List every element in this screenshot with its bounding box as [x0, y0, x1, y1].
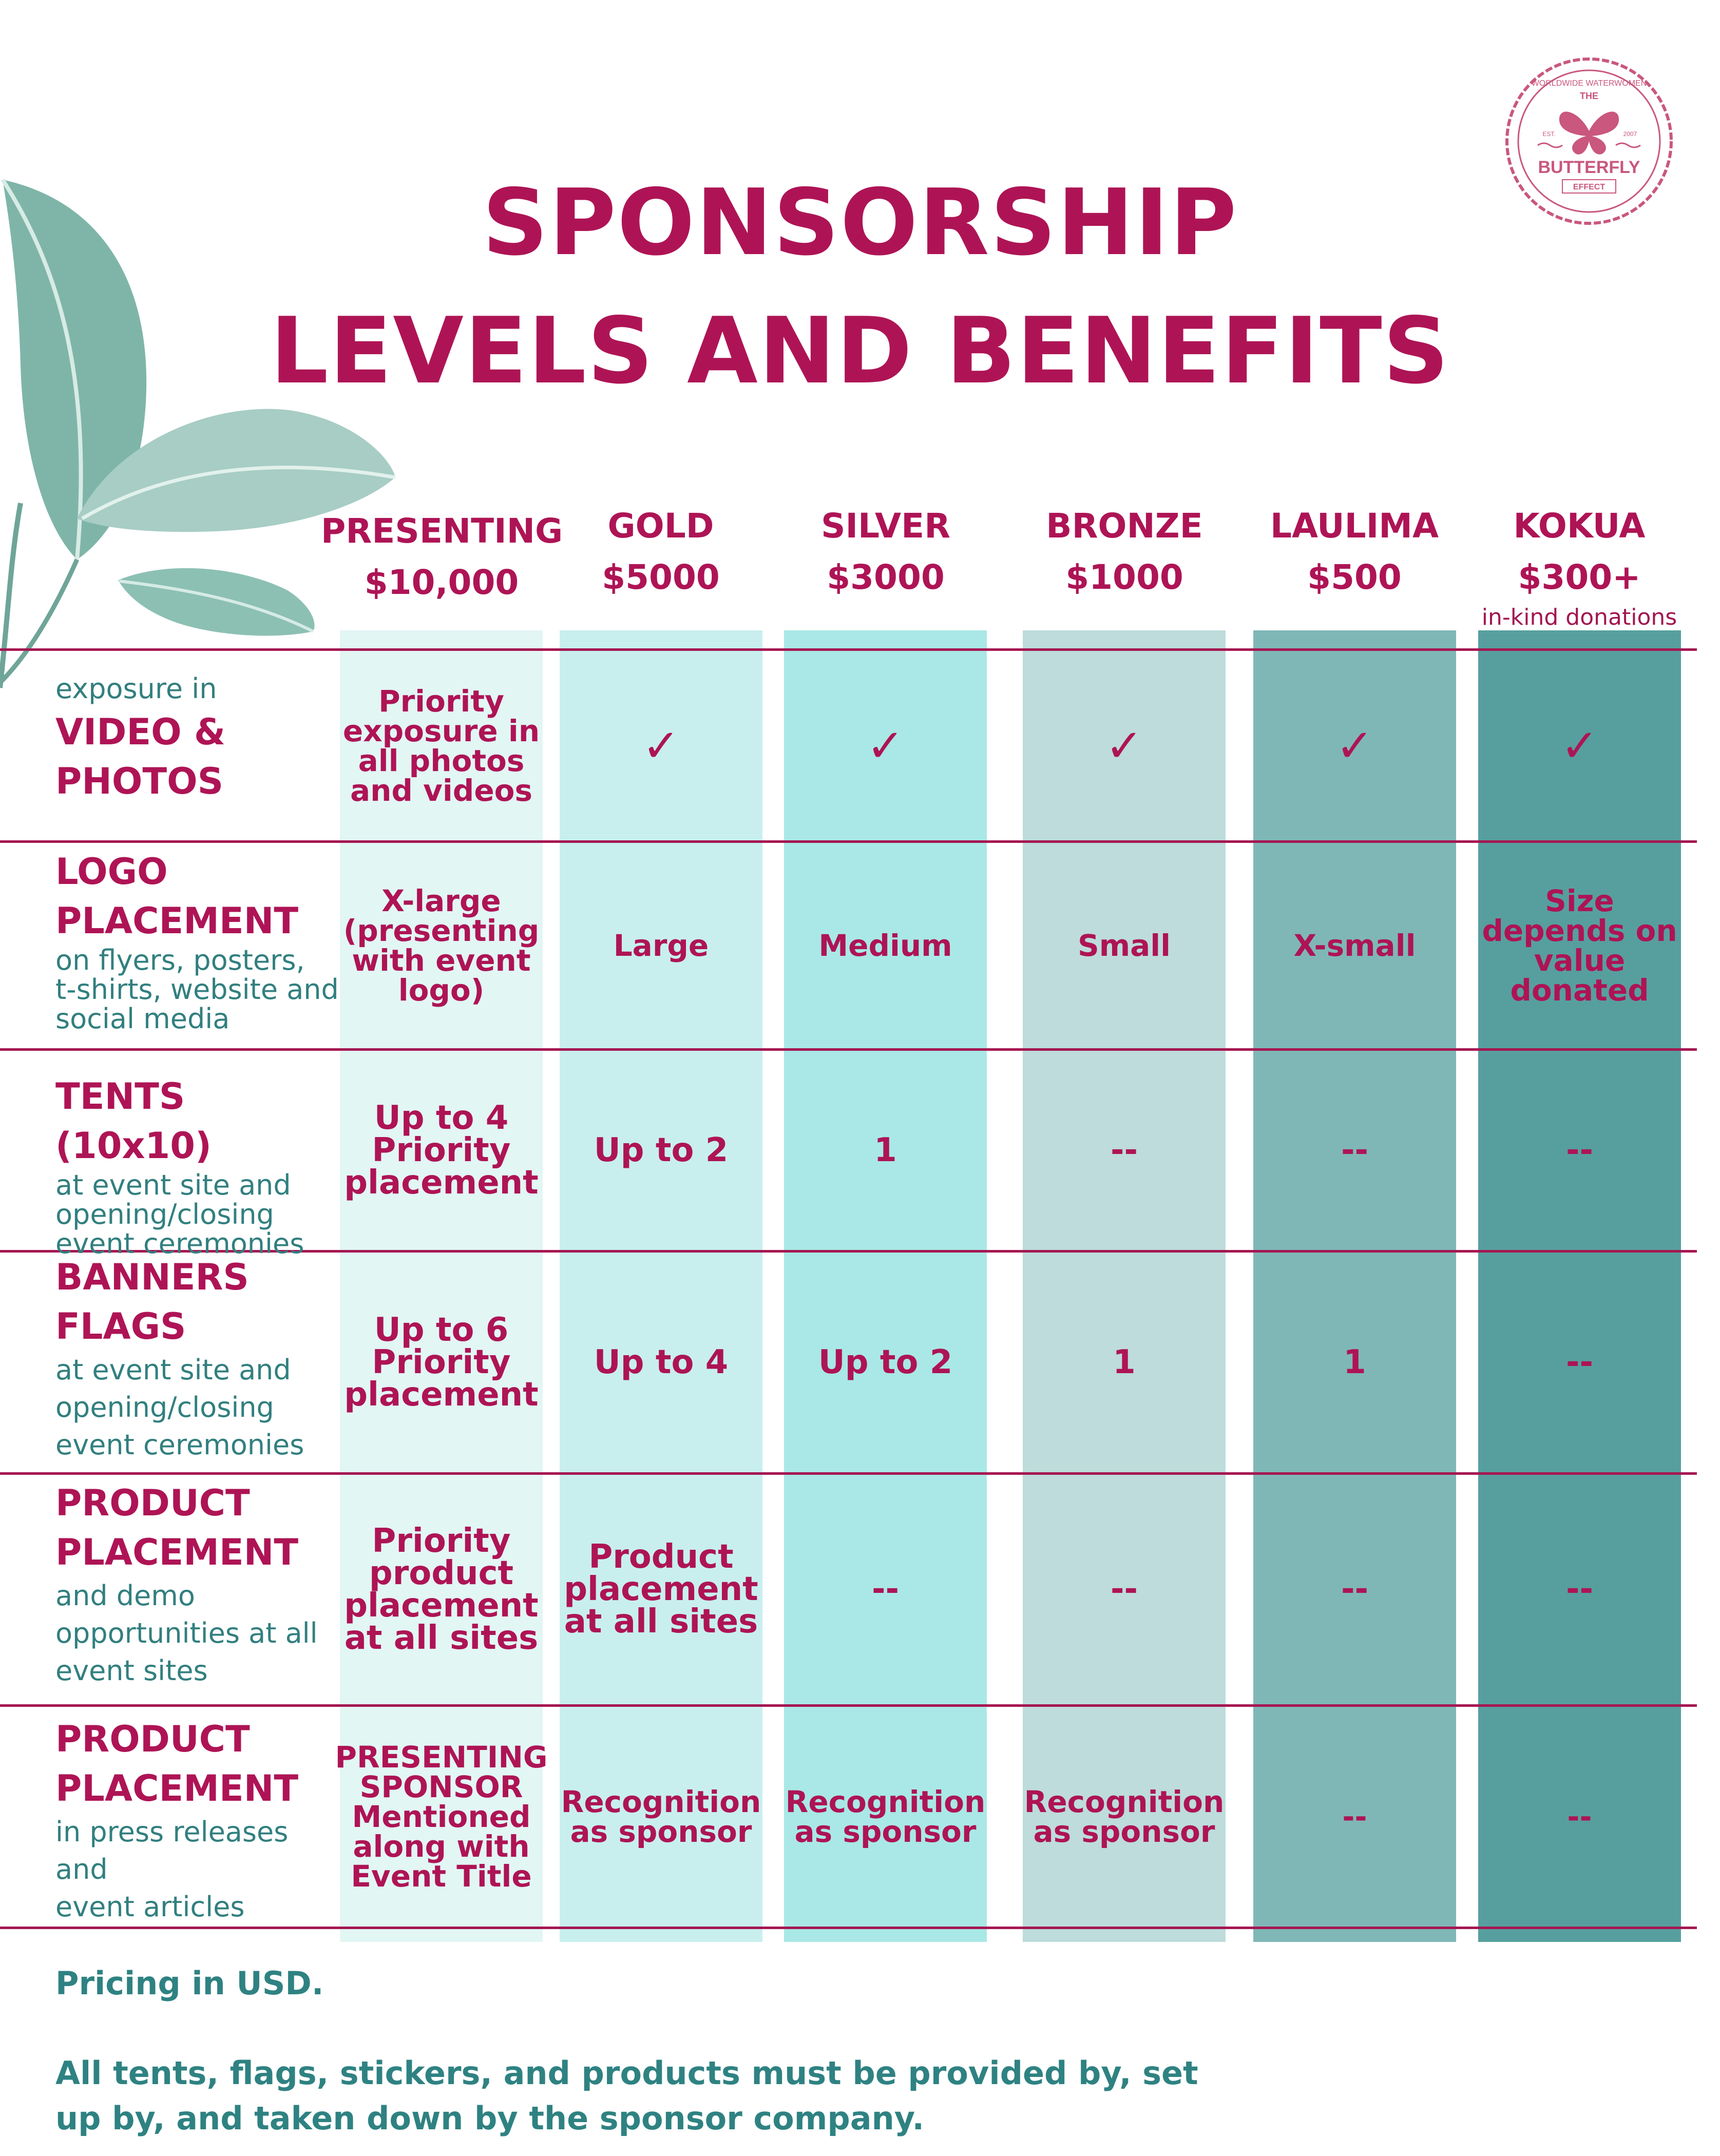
row-label-tents	[55, 1072, 343, 1258]
cell-product-sites-presenting: Priority product placement at all sites	[344, 1522, 539, 1657]
tier-price: $3000	[827, 557, 945, 597]
row-label-title: PLACEMENT	[55, 1767, 299, 1810]
row-label-desc: event ceremonies	[55, 1227, 304, 1260]
row-label-desc: opening/closing	[55, 1198, 274, 1230]
svg-text:THE: THE	[1580, 91, 1598, 101]
tier-price: $1000	[1065, 557, 1183, 597]
cell-press-kokua: --	[1567, 1799, 1592, 1834]
tier-price: $10,000	[364, 563, 519, 602]
cell-tents-presenting: Up to 4 Priority placement	[344, 1099, 539, 1202]
svg-text:BUTTERFLY: BUTTERFLY	[1538, 158, 1640, 177]
tier-header-laulima	[1234, 500, 1475, 603]
cell-product-sites-kokua: --	[1565, 1570, 1594, 1608]
row-label-desc: event sites	[55, 1654, 208, 1687]
row-label-title: PLACEMENT	[55, 900, 299, 942]
tier-header-bronze	[1004, 500, 1245, 603]
cell-logo-presenting: X-large (presenting with event logo)	[343, 883, 540, 1008]
row-label-desc: opening/closing	[55, 1391, 274, 1423]
page-title-line-2: LEVELS AND BENEFITS	[270, 298, 1450, 404]
cell-banners-silver: Up to 2	[818, 1343, 953, 1381]
cell-product-sites-gold: Product placement at all sites	[564, 1538, 758, 1641]
row-label-video-photos	[55, 670, 343, 806]
footer-sponsor-note: All tents, flags, stickers, and products must be provided by, set up by, and taken down by the sponsor company.	[55, 2054, 1198, 2137]
cell-press-laulima: --	[1342, 1799, 1367, 1834]
row-label-desc: event ceremonies	[55, 1429, 304, 1461]
cell-banners-laulima: 1	[1343, 1343, 1366, 1381]
row-label-title: TENTS (10x10)	[55, 1075, 212, 1167]
svg-text:WORLDWIDE WATERWOMEN: WORLDWIDE WATERWOMEN	[1531, 79, 1647, 88]
svg-text:EST.: EST.	[1542, 130, 1556, 138]
row-label-product-placement-sites	[55, 1478, 343, 1689]
tier-name: KOKUA	[1513, 506, 1646, 546]
tier-header-presenting	[321, 506, 562, 608]
cell-banners-kokua: --	[1565, 1343, 1594, 1381]
cell-product-sites-laulima: --	[1341, 1570, 1369, 1608]
cell-logo-silver: Medium	[818, 928, 952, 963]
footer-pricing-note: Pricing in USD.	[55, 1965, 324, 2002]
row-label-desc: t-shirts, website and	[55, 973, 339, 1006]
row-label-product-placement-press	[55, 1715, 343, 1926]
cell-press-gold: Recognition as sponsor	[561, 1784, 761, 1849]
cell-tents-silver: 1	[874, 1131, 897, 1169]
row-label-title: PRODUCT	[55, 1482, 250, 1524]
row-label-desc: on flyers, posters,	[55, 944, 305, 976]
tier-name: PRESENTING	[321, 511, 563, 551]
cell-tents-bronze: --	[1110, 1131, 1138, 1169]
row-label-title: FLAGS	[55, 1305, 186, 1348]
svg-text:2007: 2007	[1623, 130, 1637, 138]
tier-price: $300+	[1518, 557, 1641, 597]
cell-video-bronze: ✓	[1105, 719, 1143, 772]
svg-text:EFFECT: EFFECT	[1573, 183, 1606, 191]
cell-banners-gold: Up to 4	[594, 1343, 729, 1381]
tier-name: BRONZE	[1046, 506, 1203, 546]
cell-product-sites-silver: --	[871, 1570, 900, 1608]
row-label-title: PRODUCT	[55, 1718, 250, 1760]
cell-logo-kokua: Size depends on value donated	[1482, 883, 1677, 1008]
cell-video-gold: ✓	[642, 719, 680, 772]
tier-price: $5000	[602, 557, 720, 597]
page-title-line-1: SPONSORSHIP	[482, 169, 1238, 276]
tier-name: SILVER	[820, 506, 951, 546]
row-label-title: VIDEO &	[55, 711, 226, 753]
cell-video-kokua: ✓	[1560, 719, 1599, 772]
cell-press-presenting: PRESENTING SPONSOR Mentioned along with Event Title	[335, 1740, 548, 1894]
cell-press-bronze: Recognition as sponsor	[1024, 1784, 1225, 1849]
row-label-desc: event articles	[55, 1891, 245, 1923]
tier-note: in-kind donations	[1481, 604, 1677, 630]
cell-press-silver: Recognition as sponsor	[785, 1784, 986, 1849]
row-label-desc: at event site and	[55, 1354, 291, 1386]
cell-tents-kokua: --	[1565, 1131, 1594, 1169]
row-label-title: BANNERS	[55, 1256, 249, 1298]
row-label-title: PHOTOS	[55, 760, 224, 802]
row-label-logo-placement	[55, 847, 343, 1033]
cell-video-laulima: ✓	[1335, 719, 1374, 772]
tier-name: GOLD	[607, 506, 714, 546]
cell-tents-laulima: --	[1341, 1131, 1369, 1169]
cell-logo-gold: Large	[613, 928, 709, 963]
tier-header-silver	[765, 500, 1006, 603]
cell-tents-gold: Up to 2	[594, 1131, 729, 1169]
row-label-title: PLACEMENT	[55, 1531, 299, 1573]
row-label-title: LOGO	[55, 851, 168, 893]
cell-video-presenting: Priority exposure in all photos and videos	[342, 683, 540, 808]
tier-header-gold	[540, 500, 781, 603]
tier-name: LAULIMA	[1270, 506, 1439, 546]
row-label-desc: opportunities at all	[55, 1617, 318, 1649]
row-label-desc: and demo	[55, 1580, 195, 1612]
cell-banners-bronze: 1	[1113, 1343, 1136, 1381]
tier-header-kokua	[1459, 500, 1700, 632]
row-divider	[0, 1927, 1697, 1929]
cell-banners-presenting: Up to 6 Priority placement	[344, 1311, 539, 1414]
tier-price: $500	[1307, 557, 1402, 597]
row-label-banners-flags	[55, 1253, 343, 1464]
cell-logo-laulima: X-small	[1293, 928, 1416, 963]
cell-video-silver: ✓	[866, 719, 905, 772]
cell-product-sites-bronze: --	[1110, 1570, 1138, 1608]
row-label-desc: at event site and	[55, 1169, 291, 1201]
row-label-desc: social media	[55, 1003, 230, 1035]
cell-logo-bronze: Small	[1077, 928, 1171, 963]
row-label-desc: in press releases and	[55, 1816, 289, 1885]
row-label-pre: exposure in	[55, 672, 217, 705]
